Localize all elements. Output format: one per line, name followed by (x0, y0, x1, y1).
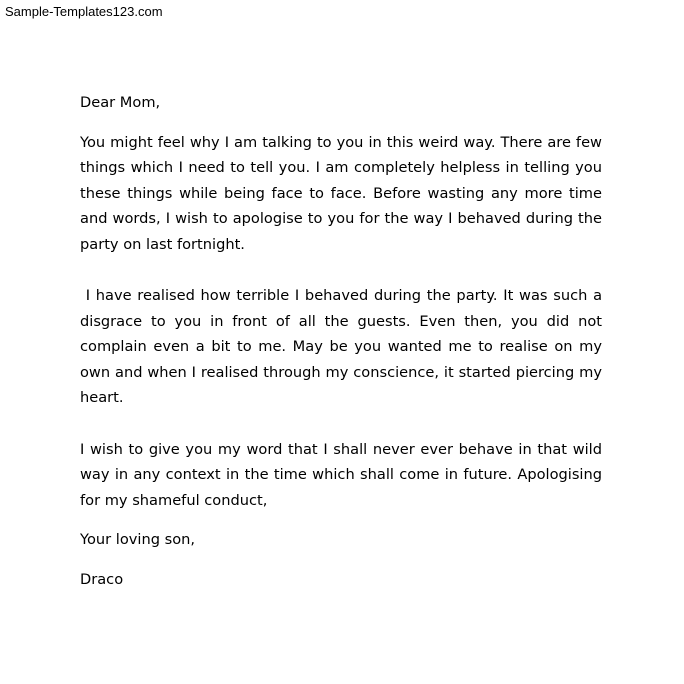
letter-body (80, 90, 607, 592)
site-watermark: Sample-Templates123.com (5, 4, 163, 19)
letter-signature: Draco (80, 570, 124, 588)
letter-paragraph-2: I have realised how terrible I behaved during the party. It was such a disgrace to you in front of all the guests. Even then, you did not complain even a bit to me. May be you wanted me to realise on my own and when I realised through my conscience, it started piercing my heart. (80, 287, 607, 406)
letter-salutation: Dear Mom, (80, 94, 161, 111)
letter-closing: Your loving son, (80, 531, 196, 548)
letter-paragraph-1: You might feel why I am talking to you in this weird way. There are few things which I need to tell you. I am completely helpless in telling you these things while being face to face. Before wasting any more time and words, I wish to apologise to you for the way I behaved during the party on last fortnight. (80, 133, 607, 253)
letter-paragraph-3: I wish to give you my word that I shall never ever behave in that wild way in any context in the time which shall come in future. Apologising for my shameful conduct, (80, 440, 607, 509)
